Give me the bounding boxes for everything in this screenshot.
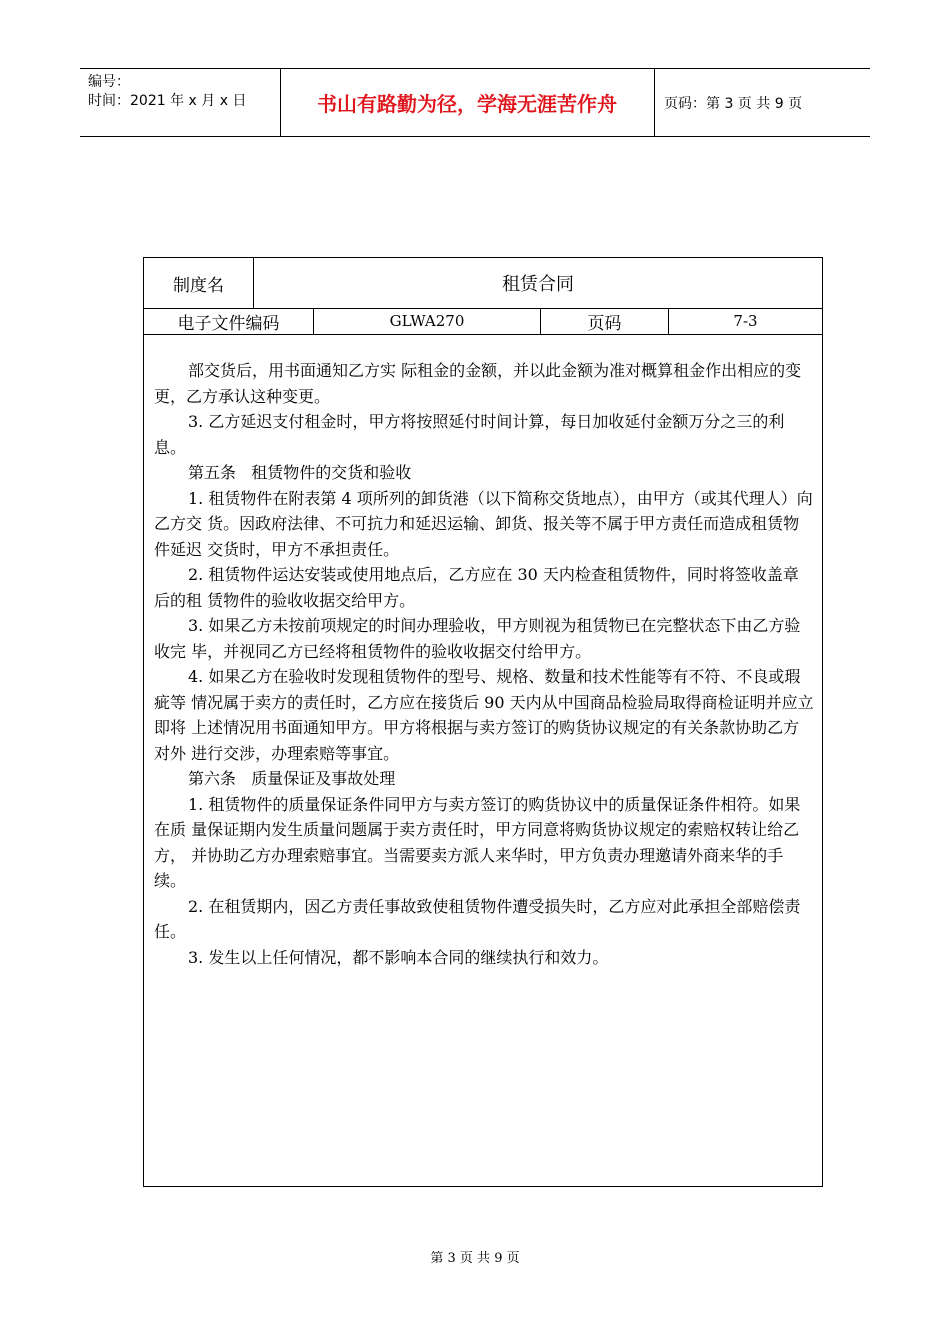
page-label: 页码 — [541, 308, 669, 334]
time-label: 时间：2021 年 x 月 x 日 — [88, 93, 247, 109]
article-number: 第六条 — [188, 769, 237, 788]
header-divider — [654, 69, 655, 136]
paragraph: 2. 在租赁期内，因乙方责任事故致使租赁物件遭受损失时，乙方应对此承担全部赔偿责任。 — [154, 896, 801, 941]
article-title: 租赁物件的交货和验收 — [251, 463, 412, 482]
paragraph: 3. 乙方延迟支付租金时，甲方将按照延付时间计算，每日加收延付金额万分之三的利息。 — [154, 412, 785, 457]
page-footer: 第 3 页 共 9 页 — [430, 1251, 520, 1266]
document-title: 租赁合同 — [502, 274, 574, 295]
name-label: 制度名 — [144, 258, 254, 308]
header-page-info: 页码：第 3 页 共 9 页 — [664, 95, 803, 112]
page-header — [80, 68, 870, 137]
paragraph: 1. 租赁物件在附表第 4 项所列的卸货港（以下简称交货地点），由甲方（或其代理人）向乙方交 货。因政府法律、不可抗力和延迟运输、卸货、报关等不属于甲方责任而造成租赁物件延迟 交货时，甲方不承担责任。 — [154, 488, 813, 559]
paragraph: 2. 租赁物件运达安装或使用地点后，乙方应在 30 天内检查租赁物件，同时将签收盖章后的租 赁物件的验收收据交给甲方。 — [154, 565, 799, 610]
contract-body — [154, 358, 814, 970]
title-row — [144, 258, 822, 309]
code-value: GLWA270 — [314, 308, 541, 334]
header-motto: 书山有路勤为径，学海无涯苦作舟 — [317, 92, 617, 116]
paragraph: 3. 发生以上任何情况，都不影响本合同的继续执行和效力。 — [188, 947, 609, 967]
header-meta — [88, 73, 246, 111]
paragraph: 3. 如果乙方未按前项规定的时间办理验收，甲方则视为租赁物已在完整状态下由乙方验收完 毕，并视同乙方已经将租赁物件的验收收据交付给甲方。 — [154, 616, 801, 661]
article-heading — [154, 766, 814, 792]
number-label: 编号： — [88, 74, 130, 90]
paragraph: 1. 租赁物件的质量保证条件同甲方与卖方签订的购货协议中的质量保证条件相符。如果在质 量保证期内发生质量问题属于卖方责任时，甲方同意将购货协议规定的索赔权转让给乙方， 并协助乙方办理索赔事宜。当需要卖方派人来华时，甲方负责办理邀请外商来华的手续。 — [154, 794, 801, 890]
paragraph: 部交货后，用书面通知乙方实 际租金的金额，并以此金额为准对概算租金作出相应的变更，乙方承认这种变更。 — [154, 361, 802, 406]
code-row — [144, 308, 822, 335]
document-table — [143, 257, 823, 1187]
article-number: 第五条 — [188, 463, 237, 482]
code-label: 电子文件编码 — [144, 308, 314, 334]
page-value: 7-3 — [733, 312, 758, 330]
paragraph: 4. 如果乙方在验收时发现租赁物件的型号、规格、数量和技术性能等有不符、不良或瑕疵等 情况属于卖方的责任时，乙方应在接货后 90 天内从中国商品检验局取得商检证明并应立即将 上述情况用书面通知甲方。甲方将根据与卖方签订的购货协议规定的有关条款协助乙方对外 进行交涉，办理索赔等事宜。 — [154, 667, 814, 763]
article-heading — [154, 460, 814, 486]
article-title: 质量保证及事故处理 — [251, 769, 396, 788]
